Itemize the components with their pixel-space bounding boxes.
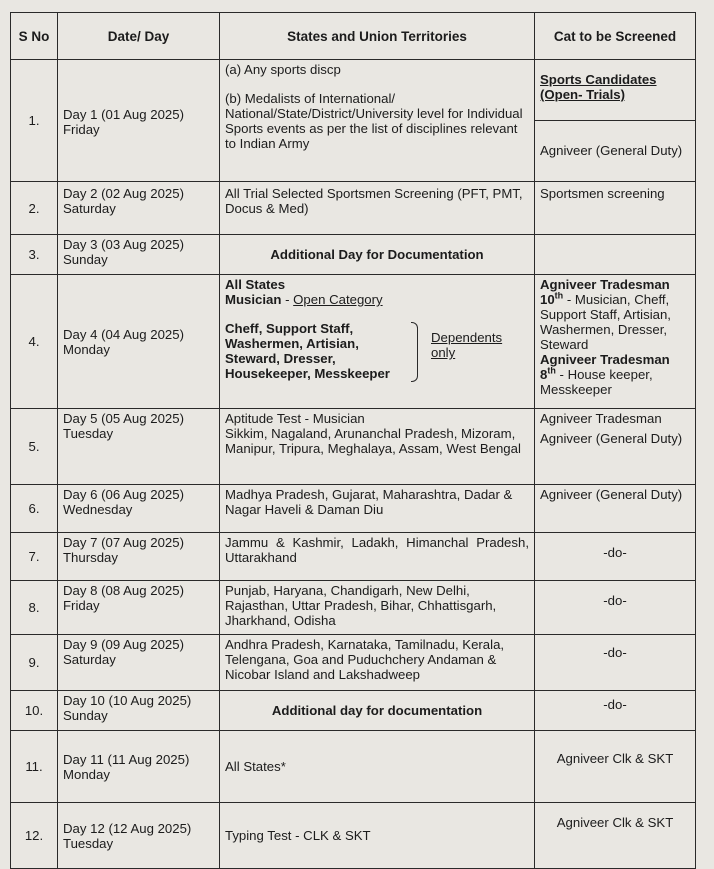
row-sno: 4. [11, 275, 58, 409]
row-date-text: Day 9 (09 Aug 2025) [63, 637, 184, 652]
table-row [11, 485, 696, 533]
row-date-text: Day 11 (11 Aug 2025) [63, 751, 190, 767]
row-date-text: Day 7 (07 Aug 2025) [63, 535, 184, 550]
row-date-text: Day 3 (03 Aug 2025) [63, 237, 184, 252]
row-sno: 6. [11, 485, 58, 533]
bracket-icon [411, 322, 418, 382]
row-date [58, 803, 220, 869]
row-sno: 9. [11, 635, 58, 691]
row-states-b: (b) Medalists of International/ National/State/District/University level for Individual Sports events as per the list of disciplines relevant to Indian Army [225, 91, 523, 151]
row-cat-bottom: Agniveer (General Duty) [540, 143, 683, 158]
table-row [11, 60, 696, 182]
row-cat-text-2 [540, 367, 690, 397]
row-states: Punjab, Haryana, Chandigarh, New Delhi, Rajasthan, Uttar Pradesh, Bihar, Chhattisgarh, Jharkhand, Odisha [220, 581, 535, 635]
row-musician [225, 292, 529, 307]
row-date [58, 60, 220, 182]
table-row [11, 409, 696, 485]
row-day-text: Saturday [63, 201, 116, 216]
row-day-text: Sunday [63, 708, 108, 723]
row-cat: -do- [535, 691, 696, 731]
row-sno: 3. [11, 235, 58, 275]
schedule-table [10, 12, 696, 869]
row-date-text: Day 6 (06 Aug 2025) [63, 487, 184, 502]
row-sno: 2. [11, 182, 58, 235]
row-date [58, 235, 220, 275]
row-date-text: Day 12 (12 Aug 2025) [63, 820, 192, 836]
row-cat-top: Agniveer Tradesman [540, 411, 662, 426]
row-sno: 5. [11, 409, 58, 485]
row-cat: -do- [535, 533, 696, 581]
row-day-text: Thursday [63, 550, 118, 565]
row-day-text: Monday [63, 341, 110, 357]
row-sno: 7. [11, 533, 58, 581]
schedule-document [10, 12, 695, 854]
row-sno: 11. [11, 731, 58, 803]
table-row [11, 635, 696, 691]
header-states: States and Union Territories [220, 13, 535, 60]
row-date [58, 182, 220, 235]
row-states [220, 409, 535, 485]
header-date: Date/ Day [58, 13, 220, 60]
table-row [11, 275, 696, 409]
row-cat-top: Sports Candidates (Open- Trials) [535, 60, 695, 121]
row-dependents [225, 321, 529, 381]
row-cat-title-2: Agniveer Tradesman [540, 352, 670, 367]
row-day-text: Friday [63, 598, 100, 613]
table-row [11, 731, 696, 803]
table-row [11, 691, 696, 731]
row-cat-bottom: Agniveer (General Duty) [540, 431, 683, 446]
table-row [11, 533, 696, 581]
row-cat-level-1: 10 [540, 292, 555, 307]
row-musician-sep: - [281, 292, 294, 307]
header-sno: S No [11, 13, 58, 60]
row-cat: -do- [535, 635, 696, 691]
row-states [220, 275, 535, 409]
row-date [58, 275, 220, 409]
row-states-heading: All States [225, 277, 286, 292]
row-date [58, 581, 220, 635]
row-cat-sup-2: th [547, 365, 556, 376]
row-states: All States* [220, 731, 535, 803]
row-date-text: Day 8 (08 Aug 2025) [63, 583, 184, 598]
row-musician-cat: Open Category [293, 292, 383, 307]
row-date [58, 485, 220, 533]
row-cat [535, 235, 696, 275]
row-cat: -do- [535, 581, 696, 635]
row-cat: Agniveer Clk & SKT [535, 803, 696, 869]
header-cat: Cat to be Screened [535, 13, 696, 60]
row-date [58, 731, 220, 803]
row-cat-desc-1: - Musician, Cheff, Support Staff, Artisian, Washermen, Dresser, Steward [540, 292, 671, 352]
row-states: Madhya Pradesh, Gujarat, Maharashtra, Dadar & Nagar Haveli & Daman Diu [220, 485, 535, 533]
row-musician-label: Musician [225, 292, 282, 307]
row-date-text: Day 4 (04 Aug 2025) [63, 326, 184, 342]
row-cat-desc-2: - House keeper, Messkeeper [540, 367, 653, 397]
row-date [58, 409, 220, 485]
row-date-text: Day 5 (05 Aug 2025) [63, 411, 184, 426]
table-row [11, 581, 696, 635]
row-sno: 1. [11, 60, 58, 182]
row-states: Jammu & Kashmir, Ladakh, Himanchal Pradesh, Uttarakhand [220, 533, 535, 581]
table-row [11, 803, 696, 869]
row-cat: Agniveer Clk & SKT [535, 731, 696, 803]
row-sno: 8. [11, 581, 58, 635]
row-date [58, 691, 220, 731]
row-date-text: Day 1 (01 Aug 2025) [63, 106, 184, 122]
row-states: Andhra Pradesh, Karnataka, Tamilnadu, Kerala, Telengana, Goa and Puduchchery Andaman & Nicobar Island and Lakshadweep [220, 635, 535, 691]
row-states [220, 60, 535, 182]
row-cat [535, 409, 696, 485]
row-day-text: Tuesday [63, 426, 114, 441]
row-sno: 12. [11, 803, 58, 869]
header-row [11, 13, 696, 60]
row-cat: Sportsmen screening [535, 182, 696, 235]
row-states: Additional day for documentation [220, 691, 535, 731]
row-states-top: Aptitude Test - Musician [225, 411, 365, 426]
row-dependents-note: Dependents only [431, 330, 503, 360]
row-date [58, 533, 220, 581]
row-cat-text-1 [540, 292, 690, 352]
row-dependents-list: Cheff, Support Staff, Washermen, Artisian, Steward, Dresser, Housekeeper, Messkeeper [225, 321, 390, 381]
row-states: All Trial Selected Sportsmen Screening (PFT, PMT, Docus & Med) [220, 182, 535, 235]
row-day-text: Sunday [63, 252, 108, 267]
row-cat: Agniveer (General Duty) [535, 485, 696, 533]
row-day-text: Wednesday [63, 502, 133, 517]
row-day-text: Monday [63, 766, 110, 782]
row-cat [535, 60, 696, 182]
row-cat-title-1: Agniveer Tradesman [540, 277, 670, 292]
row-cat-level-2: 8 [540, 367, 548, 382]
row-day-text: Tuesday [63, 835, 114, 851]
row-date [58, 635, 220, 691]
row-cat-sup-1: th [554, 290, 564, 301]
row-sno: 10. [11, 691, 58, 731]
row-date-text: Day 10 (10 Aug 2025) [63, 693, 192, 708]
row-cat [535, 275, 696, 409]
row-day-text: Saturday [63, 652, 116, 667]
row-states-bottom: Sikkim, Nagaland, Arunanchal Pradesh, Mizoram, Manipur, Tripura, Meghalaya, Assam, West Bengal [225, 426, 521, 456]
row-states: Additional Day for Documentation [220, 235, 535, 275]
table-row [11, 235, 696, 275]
row-states: Typing Test - CLK & SKT [220, 803, 535, 869]
row-day-text: Friday [63, 121, 100, 137]
row-date-text: Day 2 (02 Aug 2025) [63, 186, 184, 201]
table-row [11, 182, 696, 235]
row-states-a: (a) Any sports discp [225, 62, 341, 77]
